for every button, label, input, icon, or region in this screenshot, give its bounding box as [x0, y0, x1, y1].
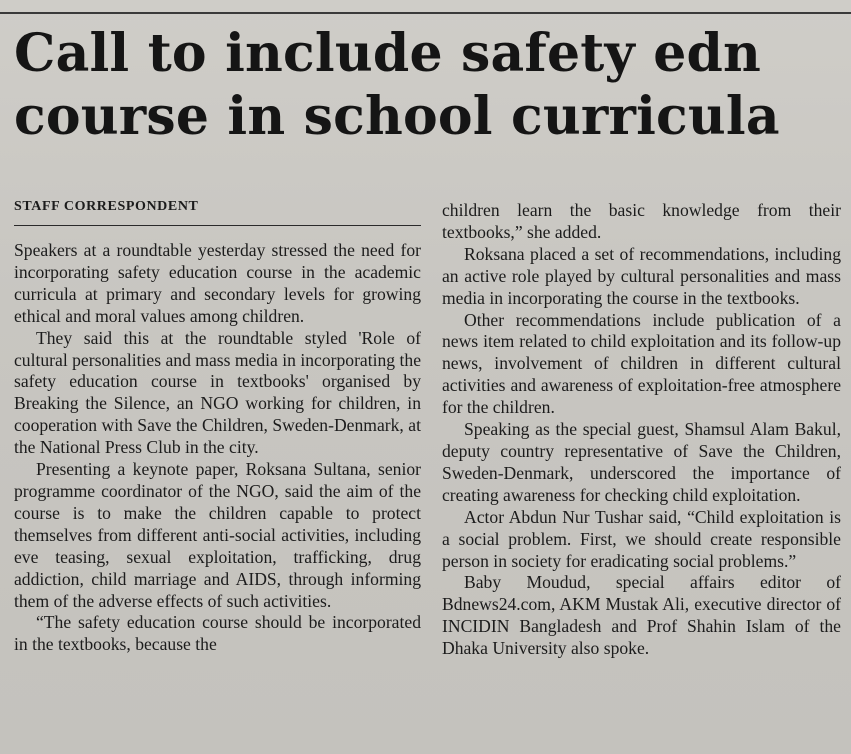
article-column-right — [442, 200, 841, 660]
top-rule — [0, 12, 851, 14]
byline-rule — [14, 225, 421, 226]
paragraph: children learn the basic knowledge from their textbooks,” she added. — [442, 200, 841, 242]
article-column-left — [14, 240, 421, 656]
paragraph: Speakers at a roundtable yesterday stressed the need for incorporating safety education course in the academic curricula at primary and secondary levels for growing ethical and moral values among children. — [14, 240, 421, 326]
headline: Call to include safety edn course in school curricula — [14, 23, 780, 147]
paragraph: Other recommendations include publication of a news item related to child exploitation and its follow-up news, involvement of children in different cultural activities and awareness of exploitation-free atmosphere for the children. — [442, 309, 841, 418]
paragraph: Presenting a keynote paper, Roksana Sultana, senior programme coordinator of the NGO, said the aim of the course is to make the children capable to protect themselves from different anti-social activities, including eve teasing, sexual exploitation, trafficking, drug addiction, child marriage and AIDS, through informing them of the adverse effects of such activities. — [14, 459, 421, 611]
paragraph: Roksana placed a set of recommendations, including an active role played by cultural personalities and mass media in incorporating the course in the textbooks. — [442, 243, 841, 308]
paragraph: Speaking as the special guest, Shamsul Alam Bakul, deputy country representative of Save the Children, Sweden-Denmark, underscored the importance of creating awareness for checking child exploitation. — [442, 419, 841, 505]
paragraph: “The safety education course should be incorporated in the textbooks, because the — [14, 612, 421, 655]
paragraph: Actor Abdun Nur Tushar said, “Child exploitation is a social problem. First, we should create responsible person in society for eradicating social problems.” — [442, 506, 841, 571]
paragraph: They said this at the roundtable styled 'Role of cultural personalities and mass media in incorporating the safety education course in textbooks' organised by Breaking the Silence, an NGO working for children, in cooperation with Save the Children, Sweden-Denmark, at the National Press Club in the city. — [14, 327, 421, 458]
paragraph: Baby Moudud, special affairs editor of Bdnews24.com, AKM Mustak Ali, executive director of INCIDIN Bangladesh and Prof Shahin Islam of the Dhaka University also spoke. — [442, 572, 841, 659]
byline: STAFF CORRESPONDENT — [14, 199, 199, 214]
